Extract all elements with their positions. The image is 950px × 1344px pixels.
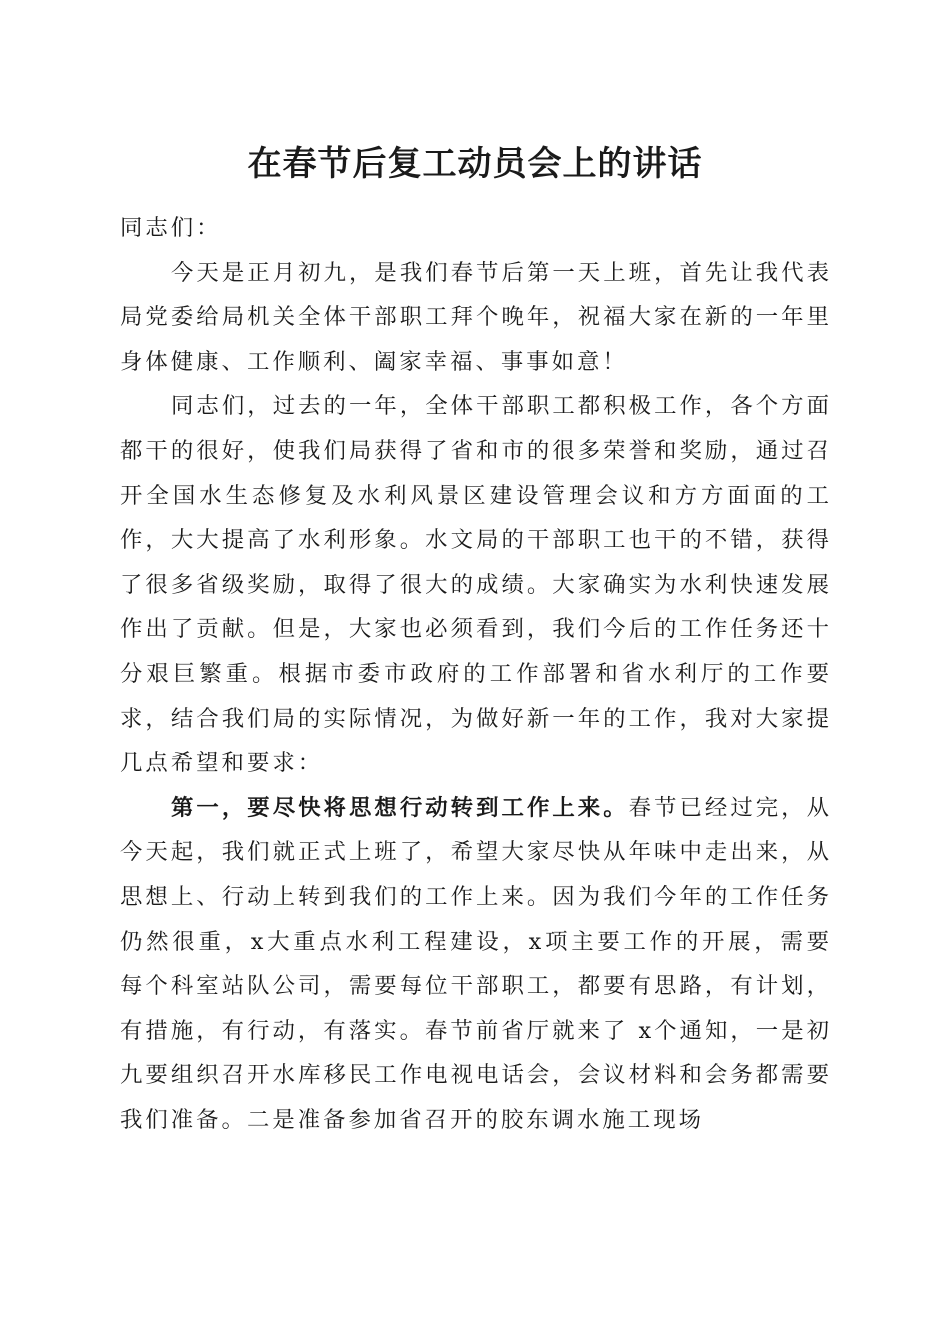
point-one-body: 春节已经过完，从今天起，我们就正式上班了，希望大家尽快从年味中走出来，从思想上、行动上转到我们的工作上来。因为我们今年的工作任务仍然很重，x大重点水利工程建设，x项主要工作的开展，需要每个科室站队公司，需要每位干部职工，都要有思路，有计划，有措施，有行动，有落实。春节前省厅就来了 x个通知，一是初九要组织召开水库移民工作电视电话会，会议材料和会务都需要我们准备。二是准备参加省召开的胶东调水施工现场 [120, 794, 833, 1133]
paragraph-point-one [120, 786, 832, 1143]
document-body [120, 206, 832, 1142]
document-title: 在春节后复工动员会上的讲话 [247, 144, 703, 184]
paragraph-review: 同志们，过去的一年，全体干部职工都积极工作，各个方面都干的很好，使我们局获得了省和市的很多荣誉和奖励，通过召开全国水生态修复及水利风景区建设管理会议和方方面面的工作，大大提高了水利形象。水文局的干部职工也干的不错，获得了很多省级奖励，取得了很大的成绩。大家确实为水利快速发展作出了贡献。但是，大家也必须看到，我们今后的工作任务还十分艰巨繁重。根据市委市政府的工作部署和省水利厅的工作要求，结合我们局的实际情况，为做好新一年的工作，我对大家提几点希望和要求： [120, 393, 832, 777]
point-one-heading: 第一，要尽快将思想行动转到工作上来。 [171, 794, 629, 821]
paragraph-greeting: 今天是正月初九，是我们春节后第一天上班，首先让我代表局党委给局机关全体干部职工拜个晚年，祝福大家在新的一年里身体健康、工作顺利、阖家幸福、事事如意！ [120, 259, 832, 375]
salutation: 同志们： [120, 215, 222, 241]
